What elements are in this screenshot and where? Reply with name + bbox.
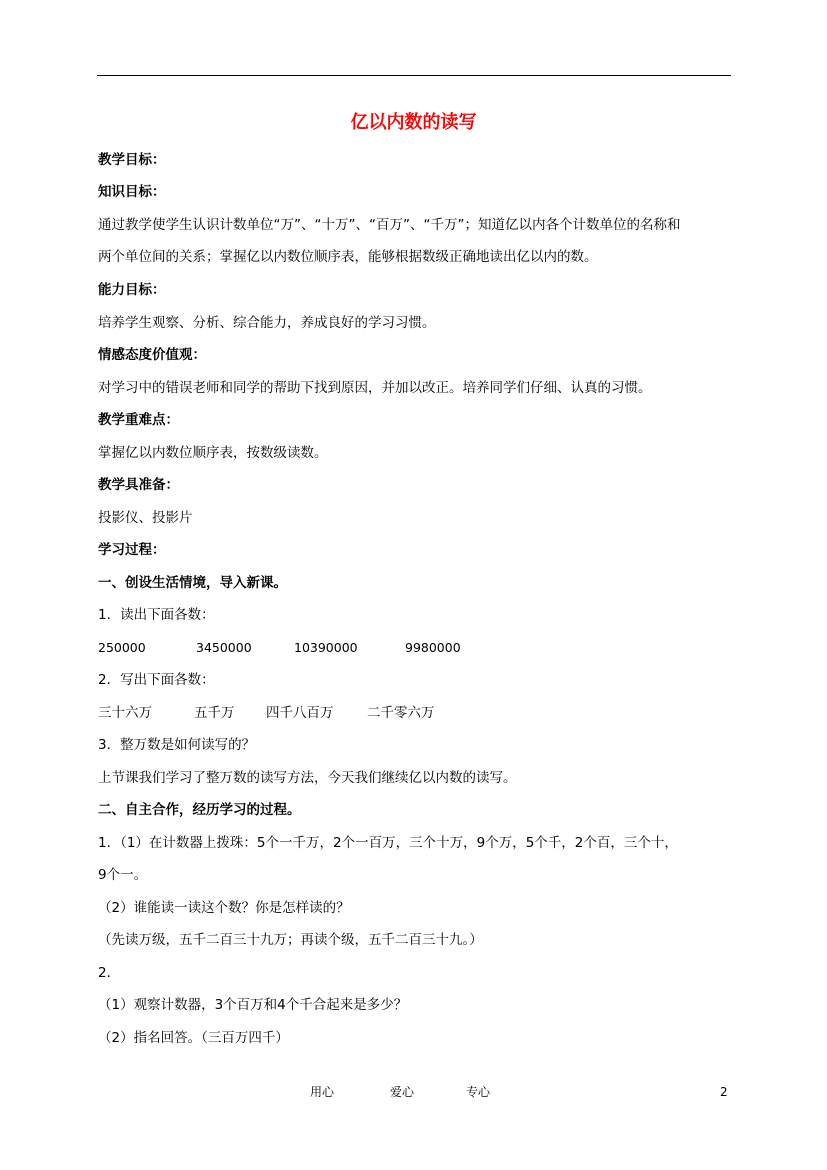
key-text: 掌握亿以内数位顺序表，按数级读数。	[98, 445, 328, 461]
emotion-heading: 情感态度价值观：	[98, 347, 206, 363]
knowledge-text-line-1: 通过教学使学生认识计数单位“万”、“十万”、“百万”、“千万”；知道亿以内各个计数单位的名称和	[98, 217, 681, 233]
page-title: 亿以内数的读写	[350, 112, 477, 133]
word-number-item: 三十六万	[98, 705, 152, 721]
section1-heading: 一、创设生活情境，导入新课。	[98, 575, 287, 591]
s1-question-2: 2．写出下面各数：	[98, 672, 215, 688]
footer-word-3: 专心	[466, 1085, 491, 1099]
word-number-item: 二千零六万	[367, 705, 435, 721]
goal-heading: 教学目标：	[98, 152, 166, 168]
s2-q1-line-2: 9个一。	[98, 867, 148, 883]
knowledge-heading: 知识目标：	[98, 184, 166, 200]
number-item: 10390000	[294, 640, 358, 655]
header-rule	[97, 75, 731, 76]
tools-heading: 教学具准备：	[98, 477, 179, 493]
footer-word-1: 用心	[310, 1085, 335, 1099]
s1-question-1: 1．读出下面各数：	[98, 607, 215, 623]
s2-q1-answer: （先读万级，五千二百三十九万；再读个级，五千二百三十九。）	[98, 932, 483, 948]
s2-q2-part-1: （1）观察计数器，3个百万和4个千合起来是多少？	[98, 997, 408, 1013]
s2-question-2: 2．	[98, 965, 121, 981]
emotion-text: 对学习中的错误老师和同学的帮助下找到原因，并加以改正。培养同学们仔细、认真的习惯。	[98, 380, 652, 396]
footer-word-2: 爱心	[390, 1085, 415, 1099]
section2-heading: 二、自主合作，经历学习的过程。	[98, 802, 301, 818]
process-heading: 学习过程：	[98, 542, 166, 558]
ability-text: 培养学生观察、分析、综合能力，养成良好的学习习惯。	[98, 315, 436, 331]
s1-text: 上节课我们学习了整万数的读写方法，今天我们继续亿以内数的读写。	[98, 770, 517, 786]
s1-question-3: 3．整万数是如何读写的？	[98, 737, 256, 753]
s2-q1-line-1: 1．（1）在计数器上拨珠：5个一千万，2个一百万，三个十万，9个万，5个千，2个百，三个十，	[98, 835, 678, 851]
word-number-item: 五千万	[194, 705, 235, 721]
ability-heading: 能力目标：	[98, 282, 166, 298]
page-number: 2	[720, 1085, 728, 1099]
number-item: 9980000	[405, 640, 461, 655]
s2-q1-part-2: （2）谁能读一读这个数？你是怎样读的？	[98, 900, 350, 916]
number-list	[98, 638, 461, 658]
knowledge-text-line-2: 两个单位间的关系；掌握亿以内数位顺序表，能够根据数级正确地读出亿以内的数。	[98, 249, 598, 265]
s2-q2-part-2: （2）指名回答。（三百万四千）	[98, 1030, 289, 1046]
number-item: 250000	[98, 640, 146, 655]
word-number-item: 四千八百万	[266, 705, 334, 721]
key-heading: 教学重难点：	[98, 412, 179, 428]
number-item: 3450000	[196, 640, 252, 655]
tools-text: 投影仪、投影片	[98, 510, 193, 526]
word-number-list	[98, 703, 435, 723]
